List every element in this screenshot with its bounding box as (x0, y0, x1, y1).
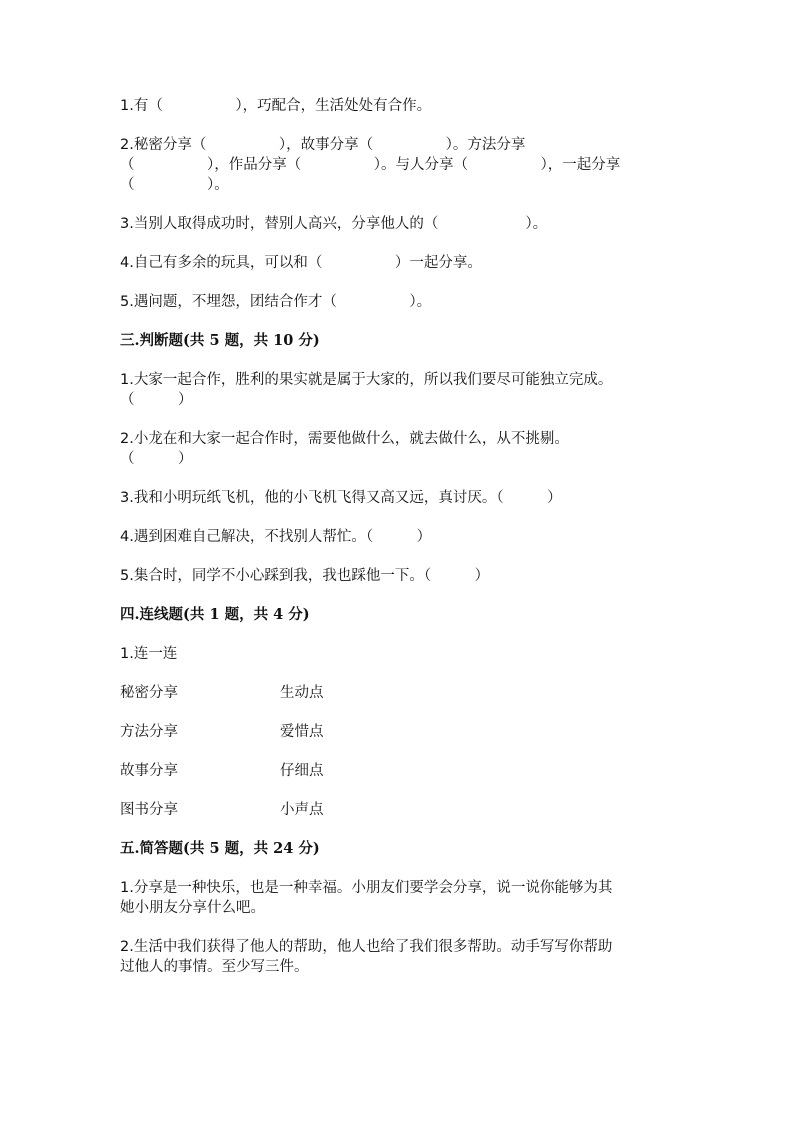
question-line: 5.集合时，同学不小心踩到我，我也踩他一下。（ ） (120, 568, 490, 584)
matching-row (120, 761, 680, 781)
matching-left-item: 图书分享 (120, 802, 178, 818)
section-heading-short-answer: 五.简答题(共 5 题，共 24 分) (120, 840, 320, 857)
matching-right-item: 仔细点 (280, 763, 324, 779)
question-line: 4.自己有多余的玩具，可以和（ ）一起分享。 (120, 255, 482, 271)
matching-right-item: 生动点 (280, 685, 324, 701)
exam-page (120, 96, 680, 996)
question-line: 2.秘密分享（ ），故事分享（ ）。方法分享 (120, 137, 526, 153)
fill-blank-question-5 (120, 292, 680, 312)
short-answer-question-2 (120, 937, 680, 977)
judge-question-4 (120, 527, 680, 547)
matching-right-item: 爱惜点 (280, 724, 324, 740)
question-line: 1.有（ ），巧配合，生活处处有合作。 (120, 98, 432, 114)
question-line: 4.遇到困难自己解决，不找别人帮忙。（ ） (120, 529, 432, 545)
matching-right-item: 小声点 (280, 802, 324, 818)
question-line: （ ）。 (120, 177, 229, 193)
question-line: 2.小龙在和大家一起合作时，需要他做什么，就去做什么，从不挑剔。 (120, 431, 569, 447)
question-line: 1.大家一起合作，胜利的果实就是属于大家的，所以我们要尽可能独立完成。 (120, 372, 613, 388)
judge-question-2 (120, 429, 680, 469)
judge-question-5 (120, 566, 680, 586)
section-heading-judge: 三.判断题(共 5 题，共 10 分) (120, 332, 320, 349)
judge-question-3 (120, 488, 680, 508)
question-line: 3.当别人取得成功时，替别人高兴，分享他人的（ ）。 (120, 216, 548, 232)
question-line: 5.遇问题，不埋怨，团结合作才（ ）。 (120, 294, 432, 310)
answer-bracket: （ ） (120, 451, 193, 467)
question-line: 1.分享是一种快乐，也是一种幸福。小朋友们要学会分享，说一说你能够为其 (120, 880, 613, 896)
matching-left-item: 方法分享 (120, 724, 178, 740)
matching-row (120, 722, 680, 742)
question-line: （ ），作品分享（ ）。与人分享（ ），一起分享 (120, 157, 621, 173)
answer-bracket: （ ） (120, 392, 193, 408)
matching-left-item: 故事分享 (120, 763, 178, 779)
question-line: 过他人的事情。至少写三件。 (120, 959, 309, 975)
matching-row (120, 683, 680, 703)
matching-row (120, 800, 680, 820)
fill-blank-question-3 (120, 214, 680, 234)
fill-blank-question-2 (120, 135, 680, 195)
matching-question (120, 644, 680, 664)
section-heading-matching: 四.连线题(共 1 题，共 4 分) (120, 606, 310, 623)
question-line: 她小朋友分享什么吧。 (120, 900, 265, 916)
fill-blank-question-4 (120, 253, 680, 273)
matching-left-item: 秘密分享 (120, 685, 178, 701)
question-line: 1.连一连 (120, 646, 178, 662)
fill-blank-question-1 (120, 96, 680, 116)
question-line: 3.我和小明玩纸飞机，他的小飞机飞得又高又远，真讨厌。（ ） (120, 490, 562, 506)
question-line: 2.生活中我们获得了他人的帮助，他人也给了我们很多帮助。动手写写你帮助 (120, 939, 613, 955)
short-answer-question-1 (120, 878, 680, 918)
judge-question-1 (120, 370, 680, 410)
